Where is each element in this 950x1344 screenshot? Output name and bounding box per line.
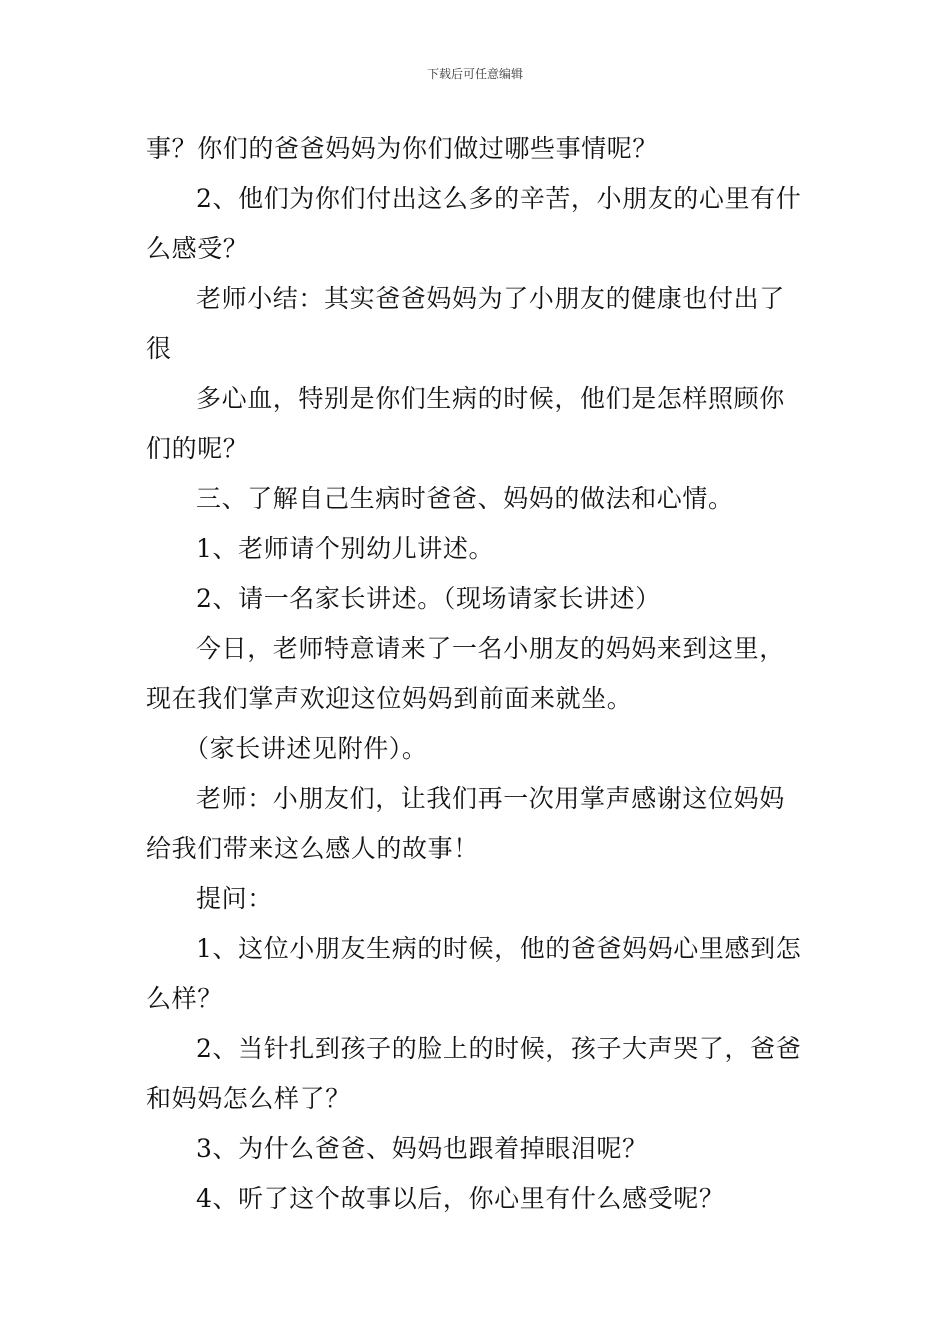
text-line: 2、他们为你们付出这么多的辛苦，小朋友的心里有什	[196, 184, 802, 213]
text-line: 今日，老师特意请来了一名小朋友的妈妈来到这里，	[196, 634, 785, 663]
text-line: 事？你们的爸爸妈妈为你们做过哪些事情呢？	[146, 134, 659, 163]
document-body	[146, 124, 810, 1224]
text-line: 4、听了这个故事以后，你心里有什么感受呢？	[196, 1184, 725, 1213]
text-line: 2、请一名家长讲述。（现场请家长讲述）	[196, 584, 661, 613]
text-line: 提问：	[196, 884, 273, 913]
text-line: 老师小结：其实爸爸妈妈为了小朋友的健康也付出了	[196, 284, 785, 313]
text-line: 和妈妈怎么样了？	[146, 1084, 351, 1113]
text-line: 1、这位小朋友生病的时候，他的爸爸妈妈心里感到怎	[196, 934, 802, 963]
text-line: 给我们带来这么感人的故事！	[146, 834, 479, 863]
text-line: 三、了解自己生病时爸爸、妈妈的做法和心情。	[196, 484, 734, 513]
text-line: （家长讲述见附件）。	[184, 734, 428, 763]
text-line: 3、为什么爸爸、妈妈也跟着掉眼泪呢？	[196, 1134, 648, 1163]
text-line: 么感受？	[146, 234, 249, 263]
text-line: 2、当针扎到孩子的脸上的时候，孩子大声哭了，爸爸	[196, 1034, 802, 1063]
text-line: 现在我们掌声欢迎这位妈妈到前面来就坐。	[146, 684, 633, 713]
text-line: 多心血，特别是你们生病的时候，他们是怎样照顾你	[196, 384, 785, 413]
text-line: 很	[146, 334, 172, 363]
text-line: 们的呢？	[146, 434, 249, 463]
text-line: 1、老师请个别幼儿讲述。	[196, 534, 495, 563]
text-line: 老师：小朋友们，让我们再一次用掌声感谢这位妈妈	[196, 784, 785, 813]
text-line: 么样？	[146, 984, 223, 1013]
page-header: 下载后可任意编辑	[426, 67, 523, 81]
